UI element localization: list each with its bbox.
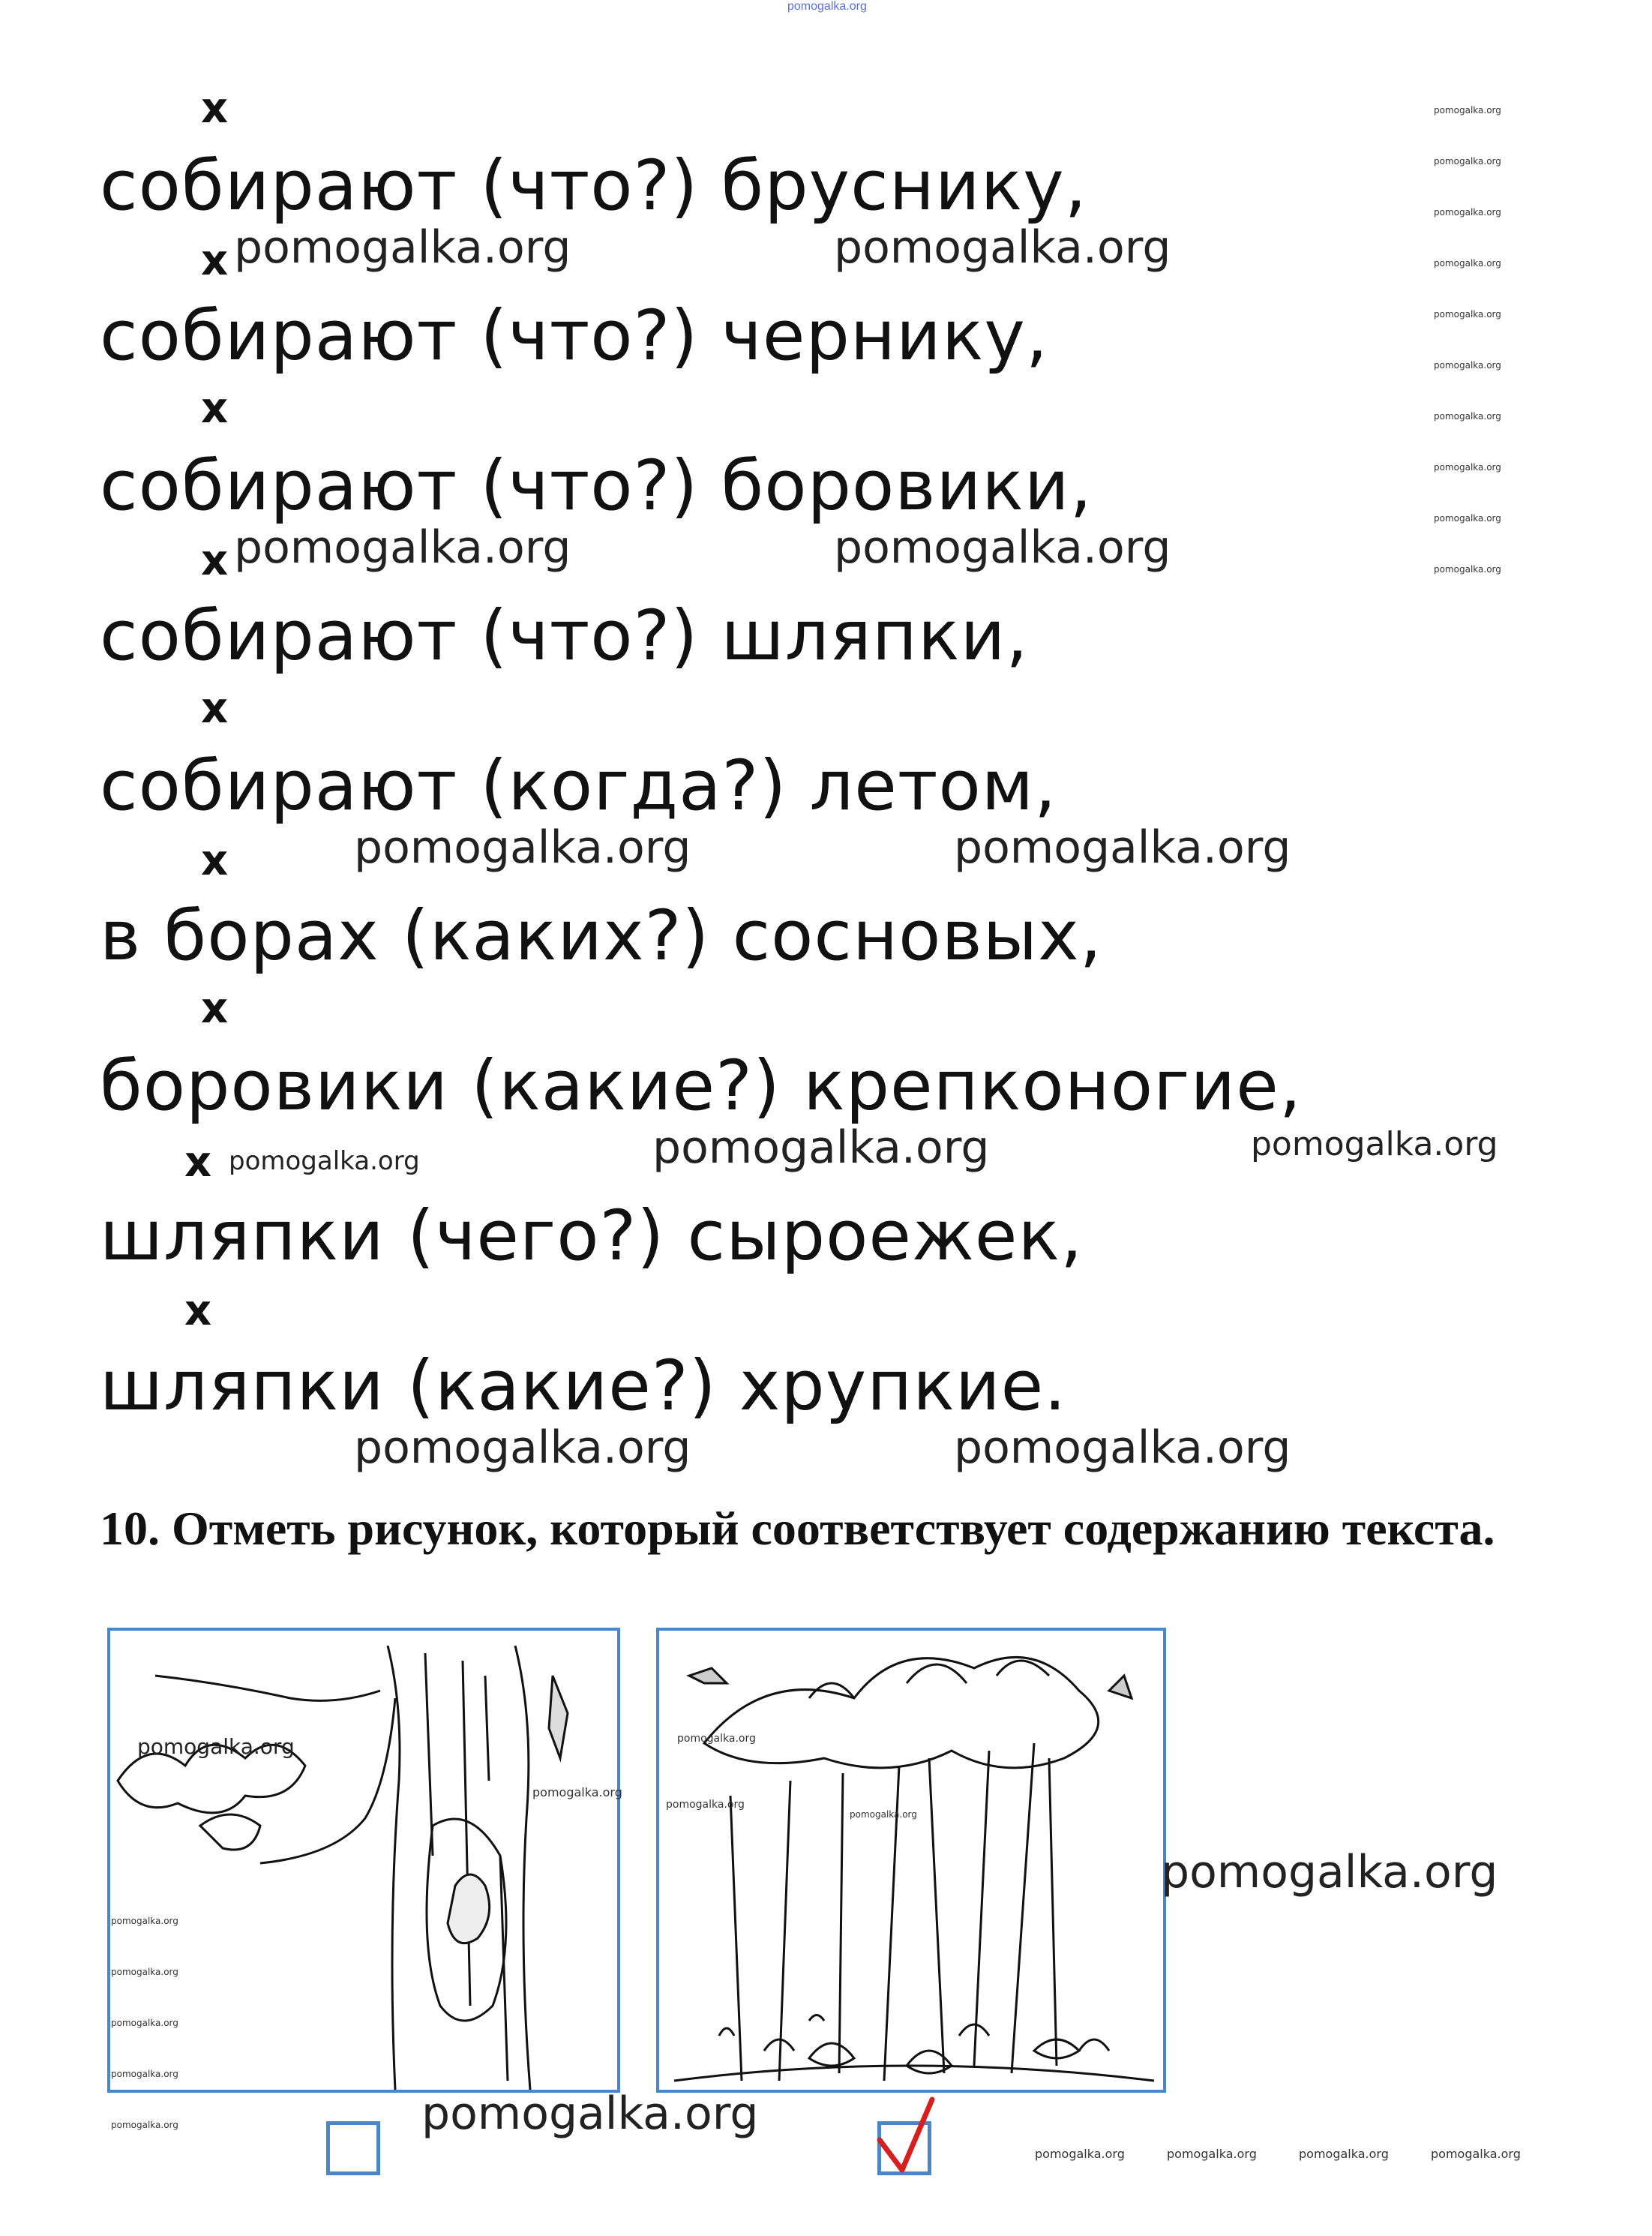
watermark: pomogalka.org <box>234 521 571 574</box>
line-marker: x <box>201 684 229 733</box>
phrase-line: в борах (каких?) сосновых, <box>100 896 1102 976</box>
watermark: pomogalka.org <box>421 2087 759 2140</box>
watermark: pomogalka.org <box>532 1785 622 1799</box>
task-heading: 10. Отметь рисунок, который соответствует содержанию текста. <box>100 1502 1495 1555</box>
watermark: pomogalka.org <box>111 2069 178 2079</box>
line-marker: x <box>184 1286 212 1335</box>
watermark: pomogalka.org <box>1251 1125 1498 1163</box>
phrase-line: собирают (что?) шляпки, <box>100 596 1029 676</box>
watermark: pomogalka.org <box>1434 360 1501 371</box>
watermark: pomogalka.org <box>354 821 691 874</box>
watermark: pomogalka.org <box>954 1421 1291 1474</box>
line-marker: x <box>201 236 229 285</box>
watermark: pomogalka.org <box>229 1146 420 1176</box>
answer-checkbox-pine-forest[interactable] <box>877 2121 931 2175</box>
phrase-line: собирают (когда?) летом, <box>100 746 1057 826</box>
watermark: pomogalka.org <box>1299 2147 1389 2161</box>
line-marker: x <box>184 1138 212 1187</box>
watermark: pomogalka.org <box>1161 1846 1498 1898</box>
watermark: pomogalka.org <box>677 1733 756 1745</box>
watermark: pomogalka.org <box>1434 258 1501 269</box>
watermark: pomogalka.org <box>111 1967 178 1977</box>
watermark: pomogalka.org <box>111 2018 178 2028</box>
watermark: pomogalka.org <box>1431 2147 1521 2161</box>
line-marker: x <box>201 536 229 585</box>
watermark: pomogalka.org <box>1434 309 1501 320</box>
watermark: pomogalka.org <box>137 1734 295 1759</box>
pine-forest-drawing <box>659 1631 1163 2090</box>
phrase-line: боровики (какие?) крепконогие, <box>100 1046 1303 1126</box>
watermark: pomogalka.org <box>954 821 1291 874</box>
watermark: pomogalka.org <box>1434 462 1501 473</box>
top-site-mark: pomogalka.org <box>787 0 867 13</box>
phrase-line: шляпки (чего?) сыроежек, <box>100 1196 1084 1276</box>
line-marker: x <box>201 836 229 885</box>
watermark: pomogalka.org <box>1167 2147 1257 2161</box>
picture-pine-forest <box>656 1628 1166 2093</box>
line-marker: x <box>201 84 229 133</box>
watermark: pomogalka.org <box>834 521 1171 574</box>
watermark: pomogalka.org <box>1434 207 1501 218</box>
phrase-line: шляпки (какие?) хрупкие. <box>100 1346 1067 1426</box>
watermark: pomogalka.org <box>652 1121 990 1174</box>
watermark: pomogalka.org <box>111 2120 178 2130</box>
picture-squirrel-tree <box>107 1628 620 2093</box>
phrase-line: собирают (что?) боровики, <box>100 446 1093 526</box>
answer-checkbox-squirrel-tree[interactable] <box>326 2121 380 2175</box>
watermark: pomogalka.org <box>111 1916 178 1926</box>
watermark: pomogalka.org <box>666 1799 745 1811</box>
line-marker: x <box>201 984 229 1033</box>
line-marker: x <box>201 384 229 433</box>
watermark: pomogalka.org <box>1434 105 1501 116</box>
watermark: pomogalka.org <box>1035 2147 1125 2161</box>
watermark: pomogalka.org <box>1434 513 1501 524</box>
watermark: pomogalka.org <box>1434 411 1501 422</box>
watermark: pomogalka.org <box>1434 156 1501 167</box>
watermark: pomogalka.org <box>834 221 1171 274</box>
watermark: pomogalka.org <box>1434 564 1501 575</box>
watermark: pomogalka.org <box>234 221 571 274</box>
check-mark-icon <box>874 2095 941 2177</box>
squirrel-tree-drawing <box>110 1631 617 2090</box>
watermark: pomogalka.org <box>850 1809 917 1820</box>
phrase-line: собирают (что?) чернику, <box>100 296 1049 376</box>
watermark: pomogalka.org <box>354 1421 691 1474</box>
phrase-line: собирают (что?) бруснику, <box>100 146 1087 226</box>
